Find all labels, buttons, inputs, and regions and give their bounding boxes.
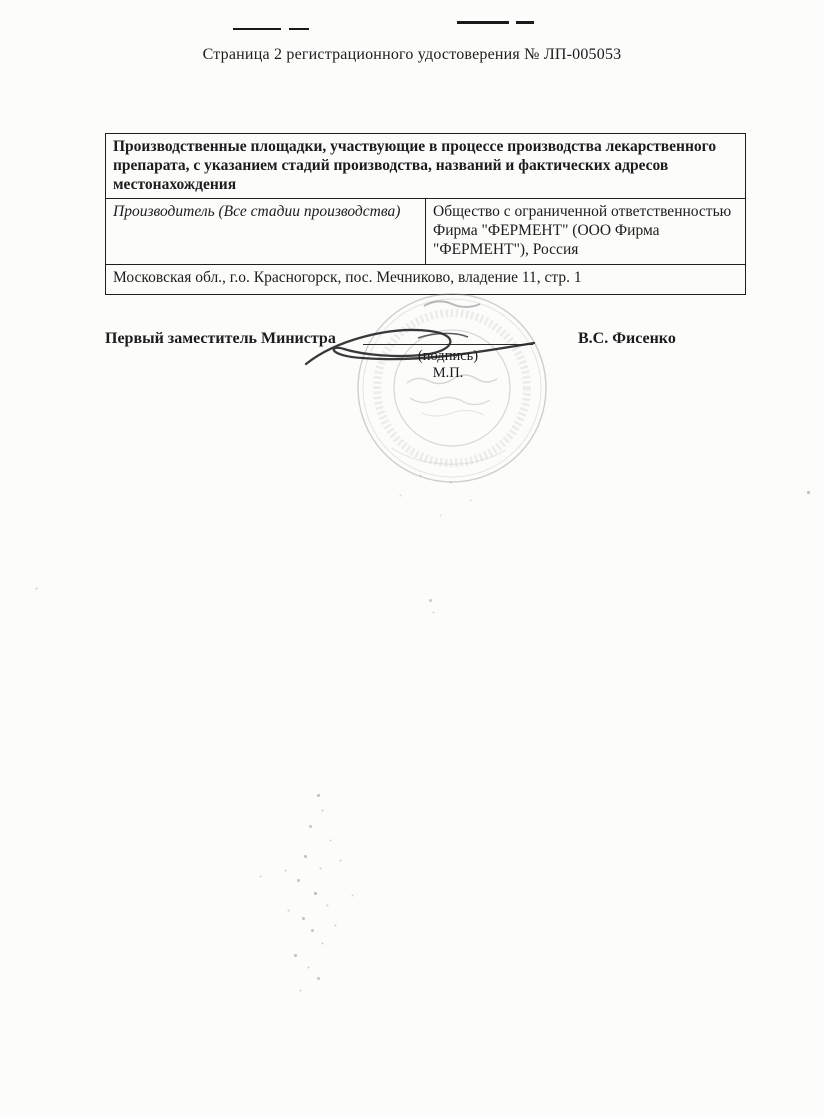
signature-line: [363, 344, 533, 345]
scan-mark: [233, 28, 281, 30]
manufacturer-address-cell: Московская обл., г.о. Красногорск, пос. Мечниково, владение 11, стр. 1: [106, 265, 746, 295]
manufacturer-label-cell: Производитель (Все стадии производства): [106, 199, 426, 265]
page-header: Страница 2 регистрационного удостоверения № ЛП-005053: [202, 46, 622, 63]
signature-caption: (подпись): [417, 348, 479, 364]
scan-mark: [289, 28, 309, 30]
scan-mark: [457, 21, 509, 24]
seal-caption: М.П.: [432, 365, 464, 381]
scan-mark: [516, 21, 534, 24]
manufacturer-value-cell: Общество с ограниченной ответственностью Фирма "ФЕРМЕНТ" (ООО Фирма "ФЕРМЕНТ"), Россия: [426, 199, 746, 265]
official-title: Первый заместитель Министра: [105, 330, 336, 347]
table-title: Производственные площадки, участвующие в процессе производства лекарственного препарата, с указанием стадий производства, названий и фактических адресов местонахождения: [106, 134, 746, 199]
official-name: В.С. Фисенко: [578, 330, 676, 347]
scan-noise: [0, 0, 1, 1]
production-sites-table: [105, 133, 746, 295]
